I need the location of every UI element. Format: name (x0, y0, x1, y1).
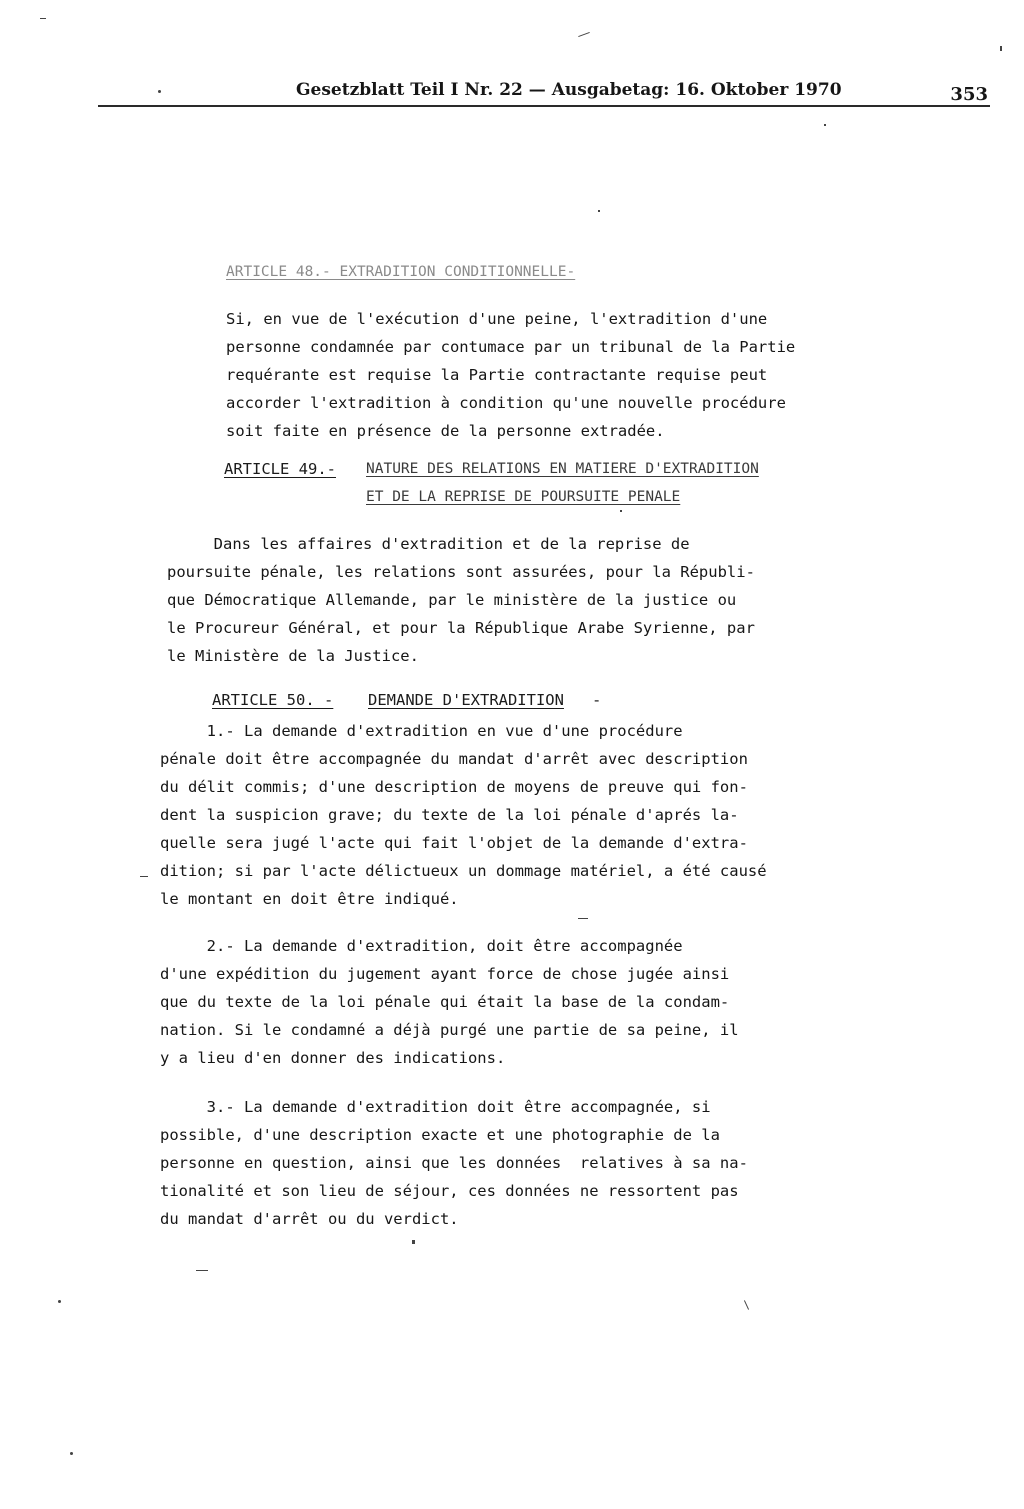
article-50-paragraph-3 (160, 1093, 748, 1233)
article-50-title: DEMANDE D'EXTRADITION (368, 691, 564, 709)
scan-speck (578, 32, 590, 37)
article-50-p1-line: pénale doit être accompagnée du mandat d'arrêt avec description (160, 750, 748, 768)
article-50-p3-line: tionalité et son lieu de séjour, ces données ne ressortent pas (160, 1182, 739, 1200)
article-48-heading: ARTICLE 48.- EXTRADITION CONDITIONNELLE- (226, 264, 576, 280)
article-50-paragraph-1 (160, 717, 767, 913)
page-number: 353 (950, 84, 988, 105)
scan-speck (412, 1240, 415, 1244)
article-50-p3-line: 3.- La demande d'extradition doit être accompagnée, si (160, 1098, 711, 1116)
article-50-p1-line: dent la suspicion grave; du texte de la loi pénale d'aprés la- (160, 806, 739, 824)
article-50-p1-line: le montant en doit être indiqué. (160, 890, 459, 908)
article-50-p1-line: 1.- La demande d'extradition en vue d'une procédure (160, 722, 683, 740)
scan-speck (158, 90, 161, 93)
article-48-line: Si, en vue de l'exécution d'une peine, l'extradition d'une (226, 310, 768, 328)
article-49-line: le Ministère de la Justice. (167, 647, 419, 665)
article-48-line: accorder l'extradition à condition qu'une nouvelle procédure (226, 394, 786, 412)
scan-speck (1000, 46, 1002, 51)
article-50-p1-line: du délit commis; d'une description de moyens de preuve qui fon- (160, 778, 748, 796)
article-49-body (167, 530, 755, 670)
page-header (98, 78, 990, 108)
article-48-line: requérante est requise la Partie contractante requise peut (226, 366, 768, 384)
header-rule (98, 105, 990, 107)
article-49-label: ARTICLE 49.- (224, 460, 336, 478)
scan-speck (598, 210, 600, 212)
article-50-p2-line: 2.- La demande d'extradition, doit être accompagnée (160, 937, 683, 955)
scan-speck (824, 124, 826, 126)
scan-speck (620, 510, 622, 512)
scan-speck (140, 876, 148, 877)
article-48-line: personne condamnée par contumace par un tribunal de la Partie (226, 338, 796, 356)
article-50-p1-line: quelle sera jugé l'acte qui fait l'objet de la demande d'extra- (160, 834, 748, 852)
article-49-title-line2: ET DE LA REPRISE DE POURSUITE PENALE (366, 489, 681, 505)
scan-speck (40, 18, 46, 19)
article-50-p3-line: personne en question, ainsi que les données relatives à sa na- (160, 1154, 748, 1172)
article-50-paragraph-2 (160, 932, 739, 1072)
article-50-p2-line: nation. Si le condamné a déjà purgé une partie de sa peine, il (160, 1021, 739, 1039)
article-50-p2-line: que du texte de la loi pénale qui était la base de la condam- (160, 993, 730, 1011)
scan-speck (58, 1300, 61, 1303)
article-50-title-dash: - (592, 691, 602, 709)
article-50-label: ARTICLE 50. - (212, 691, 334, 709)
scan-speck (744, 1300, 749, 1309)
article-48-body (226, 305, 795, 445)
article-50-p1-line: dition; si par l'acte délictueux un dommage matériel, a été causé (160, 862, 767, 880)
article-49-line: que Démocratique Allemande, par le ministère de la justice ou (167, 591, 737, 609)
scan-speck (196, 1270, 208, 1271)
article-49-title-line1: NATURE DES RELATIONS EN MATIERE D'EXTRADITION (366, 461, 759, 477)
header-title: Gesetzblatt Teil I Nr. 22 — Ausgabetag: 16. Oktober 1970 (296, 80, 842, 100)
scan-speck (578, 918, 588, 919)
scan-speck (70, 1452, 73, 1455)
article-48-line: soit faite en présence de la personne extradée. (226, 422, 665, 440)
article-50-p2-line: d'une expédition du jugement ayant force de chose jugée ainsi (160, 965, 730, 983)
article-50-p2-line: y a lieu d'en donner des indications. (160, 1049, 506, 1067)
article-49-line: poursuite pénale, les relations sont assurées, pour la Républi- (167, 563, 755, 581)
article-49-line: le Procureur Général, et pour la République Arabe Syrienne, par (167, 619, 755, 637)
article-50-p3-line: du mandat d'arrêt ou du verdict. (160, 1210, 459, 1228)
article-50-p3-line: possible, d'une description exacte et une photographie de la (160, 1126, 720, 1144)
article-49-line: Dans les affaires d'extradition et de la reprise de (167, 535, 690, 553)
